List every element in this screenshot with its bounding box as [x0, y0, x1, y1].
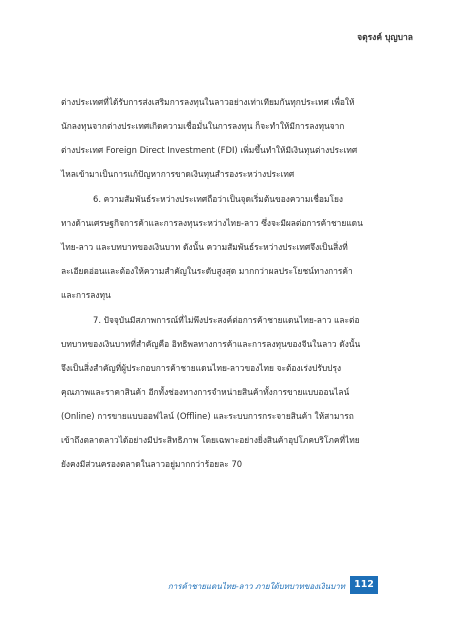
footer-book-title: การค้าชายแดนไทย-ลาว ภายใต้บทบาทของเงินบาท: [167, 582, 345, 591]
paragraph-line: บทบาทของเงินบาทที่สำคัญคือ อิทธิพลทางการค้าและการลงทุนของจีนในลาว ดังนั้น: [61, 339, 361, 349]
paragraph-line: ต่างประเทศที่ได้รับการส่งเสริมการลงทุนในลาวอย่างเท่าเทียมกันทุกประเทศ เพื่อให้: [61, 97, 355, 107]
paragraph-line: จึงเป็นสิ่งสำคัญที่ผู้ประกอบการค้าชายแดนไทย-ลาวของไทย จะต้องเร่งปรับปรุง: [61, 363, 342, 373]
paragraph-line: 7. ปัจจุบันมีสภาพการณ์ที่ไม่พึงประสงค์ต่อการค้าชายแดนไทย-ลาว และต่อ: [93, 315, 360, 325]
page-number: 112: [350, 576, 378, 594]
paragraph-line: ยังคงมีส่วนครองตลาดในลาวอยู่มากกว่าร้อยละ 70: [61, 459, 243, 469]
page-header-author: จตุรงค์ บุญบาล: [357, 33, 413, 43]
page-footer: [0, 576, 453, 594]
paragraph-line: ต่างประเทศ Foreign Direct Investment (FDI) เพิ่มขึ้นทำให้มีเงินทุนต่างประเทศ: [61, 145, 358, 155]
paragraph-line: คุณภาพและราคาสินค้า อีกทั้งช่องทางการจำหน่ายสินค้าทั้งการขายแบบออนไลน์: [61, 387, 350, 397]
paragraph-line: และการลงทุน: [61, 290, 111, 300]
paragraph-line: เข้าถึงตลาดลาวได้อย่างมีประสิทธิภาพ โดยเฉพาะอย่างยิ่งสินค้าอุปโภคบริโภคที่ไทย: [61, 435, 360, 445]
paragraph-line: นักลงทุนจากต่างประเทศเกิดความเชื่อมั่นในการลงทุน ก็จะทำให้มีการลงทุนจาก: [61, 121, 345, 131]
paragraph-line: ละเอียดอ่อนและต้องให้ความสำคัญในระดับสูงสุด มากกว่าผลประโยชน์ทางการค้า: [61, 266, 353, 276]
paragraph-line: ไหลเข้ามาเป็นการแก้ปัญหาการขาดเงินทุนสำรองระหว่างประเทศ: [61, 169, 295, 179]
paragraph-line: ไทย-ลาว และบทบาทของเงินบาท ดังนั้น ความสัมพันธ์ระหว่างประเทศจึงเป็นสิ่งที่: [61, 242, 348, 252]
paragraph-line: 6. ความสัมพันธ์ระหว่างประเทศถือว่าเป็นจุดเริ่มต้นของความเชื่อมโยง: [93, 194, 343, 204]
paragraph-line: ทางด้านเศรษฐกิจการค้าและการลงทุนระหว่างไทย-ลาว ซึ่งจะมีผลต่อการค้าชายแดน: [61, 218, 363, 228]
paragraph-line: (Online) การขายแบบออฟไลน์ (Offline) และระบบการกระจายสินค้า ให้สามารถ: [61, 411, 354, 421]
